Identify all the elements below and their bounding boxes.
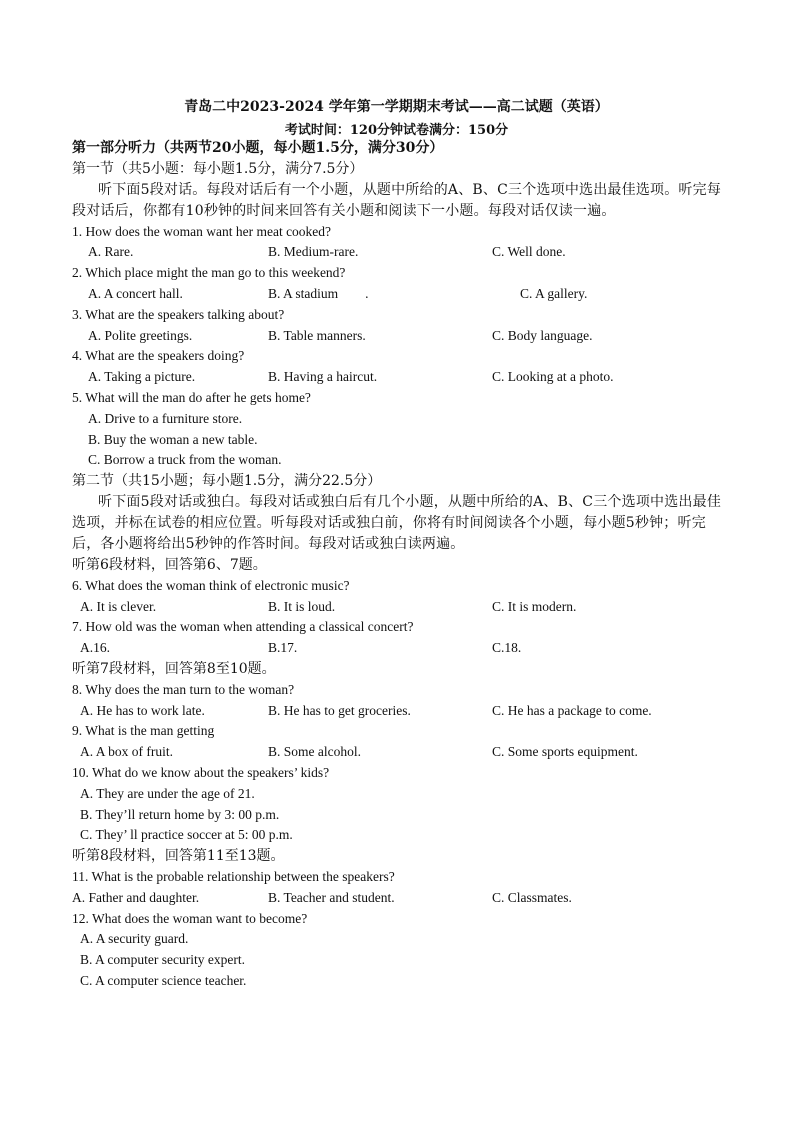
- question-11-option-a: A. Father and daughter.: [72, 889, 200, 905]
- question-3-options: [72, 326, 722, 347]
- question-1-stem: 1. How does the woman want her meat cooked?: [72, 223, 332, 239]
- question-9-option-c: C. Some sports equipment.: [492, 744, 638, 760]
- question-9-option-a: A. A box of fruit.: [80, 744, 173, 760]
- question-10-option-a: A. They are under the age of 21.: [80, 785, 255, 801]
- question-9-options: [72, 742, 722, 763]
- question-4-option-b: B. Having a haircut.: [268, 369, 378, 385]
- question-2-option-c: C. A gallery.: [520, 285, 588, 301]
- question-6-option-c: C. It is modern.: [492, 598, 577, 614]
- part1-heading: 第一部分听力（共两节20小题，每小题1.5分，满分30分）: [72, 140, 444, 156]
- question-5-option-a: A. Drive to a furniture store.: [88, 410, 243, 426]
- question-8-option-b: B. He has to get groceries.: [268, 702, 411, 718]
- question-2-option-b: B. A stadium .: [268, 285, 369, 301]
- question-12-stem: 12. What does the woman want to become?: [72, 910, 308, 926]
- section1-heading: 第一节（共5小题：每小题1.5分，满分7.5分）: [72, 160, 364, 177]
- question-1-option-c: C. Well done.: [492, 244, 566, 260]
- question-6-options: [72, 597, 722, 618]
- exam-title: 青岛二中2023-2024 学年第一学期期末考试——高二试题（英语）: [184, 99, 609, 115]
- question-5-option-b: B. Buy the woman a new table.: [88, 431, 258, 447]
- section2-heading: 第二节（共15小题；每小题1.5分，满分22.5分）: [72, 473, 382, 490]
- question-7-option-c: C.18.: [492, 640, 522, 656]
- question-5-option-c: C. Borrow a truck from the woman.: [88, 452, 282, 468]
- question-6-stem: 6. What does the woman think of electronic music?: [72, 577, 350, 593]
- exam-content: [72, 138, 722, 992]
- question-10-stem: 10. What do we know about the speakers’ kids?: [72, 764, 330, 780]
- question-1-options: [72, 242, 722, 263]
- question-3-option-c: C. Body language.: [492, 327, 593, 343]
- question-6-option-b: B. It is loud.: [268, 598, 336, 614]
- section2-instructions: 听下面5段对话或独白。每段对话或独白后有几个小题，从题中所给的A、B、C三个选项中选出最佳选项，并标在试卷的相应位置。听每段对话或独白前，你将有时间阅读各个小题，每小题5秒钟；听完后，各小题将给出5秒钟的作答时间。每段对话或独白读两遍。: [72, 493, 722, 552]
- question-2-option-a: A. A concert hall.: [88, 285, 183, 301]
- question-1-option-b: B. Medium-rare.: [268, 244, 359, 260]
- question-5-stem: 5. What will the man do after he gets home?: [72, 389, 311, 405]
- question-4-option-a: A. Taking a picture.: [88, 369, 196, 385]
- section1-instructions: 听下面5段对话。每段对话后有一个小题，从题中所给的A、B、C三个选项中选出最佳选项。听完每段对话后，你都有10秒钟的时间来回答有关小题和阅读下一小题。每段对话仅读一遍。: [72, 181, 722, 219]
- question-9-option-b: B. Some alcohol.: [268, 744, 361, 760]
- question-8-option-a: A. He has to work late.: [80, 702, 205, 718]
- question-8-options: [72, 701, 722, 722]
- question-4-option-c: C. Looking at a photo.: [492, 369, 614, 385]
- question-1-option-a: A. Rare.: [88, 244, 134, 260]
- question-7-options: [72, 638, 722, 659]
- question-2-stem: 2. Which place might the man go to this weekend?: [72, 265, 346, 281]
- question-3-stem: 3. What are the speakers talking about?: [72, 306, 285, 322]
- question-10-option-c: C. They’ ll practice soccer at 5: 00 p.m.: [80, 827, 293, 843]
- question-8-stem: 8. Why does the man turn to the woman?: [72, 681, 295, 697]
- question-12-option-c: C. A computer science teacher.: [80, 972, 247, 988]
- question-6-option-a: A. It is clever.: [80, 598, 157, 614]
- question-8-option-c: C. He has a package to come.: [492, 702, 652, 718]
- question-10-option-b: B. They’ll return home by 3: 00 p.m.: [80, 806, 280, 822]
- question-4-options: [72, 367, 722, 388]
- question-11-stem: 11. What is the probable relationship between the speakers?: [72, 868, 395, 884]
- question-3-option-b: B. Table manners.: [268, 327, 366, 343]
- question-7-option-b: B.17.: [268, 640, 298, 656]
- question-12-option-a: A. A security guard.: [80, 931, 189, 947]
- question-11-options: [72, 888, 722, 909]
- question-3-option-a: A. Polite greetings.: [88, 327, 193, 343]
- question-11-option-b: B. Teacher and student.: [268, 889, 395, 905]
- material-7-heading: 听第7段材料，回答第8至10题。: [72, 660, 276, 677]
- question-11-option-c: C. Classmates.: [492, 889, 572, 905]
- question-9-stem: 9. What is the man getting: [72, 723, 215, 739]
- material-8-heading: 听第8段材料，回答第11至13题。: [72, 848, 285, 865]
- question-12-option-b: B. A computer security expert.: [80, 952, 245, 968]
- exam-subtitle: 考试时间：120分钟试卷满分：150分: [284, 123, 509, 138]
- question-4-stem: 4. What are the speakers doing?: [72, 348, 245, 364]
- question-7-option-a: A.16.: [80, 640, 110, 656]
- question-2-options: [72, 284, 722, 305]
- question-7-stem: 7. How old was the woman when attending a classical concert?: [72, 619, 414, 635]
- material-6-heading: 听第6段材料，回答第6、7题。: [72, 556, 267, 573]
